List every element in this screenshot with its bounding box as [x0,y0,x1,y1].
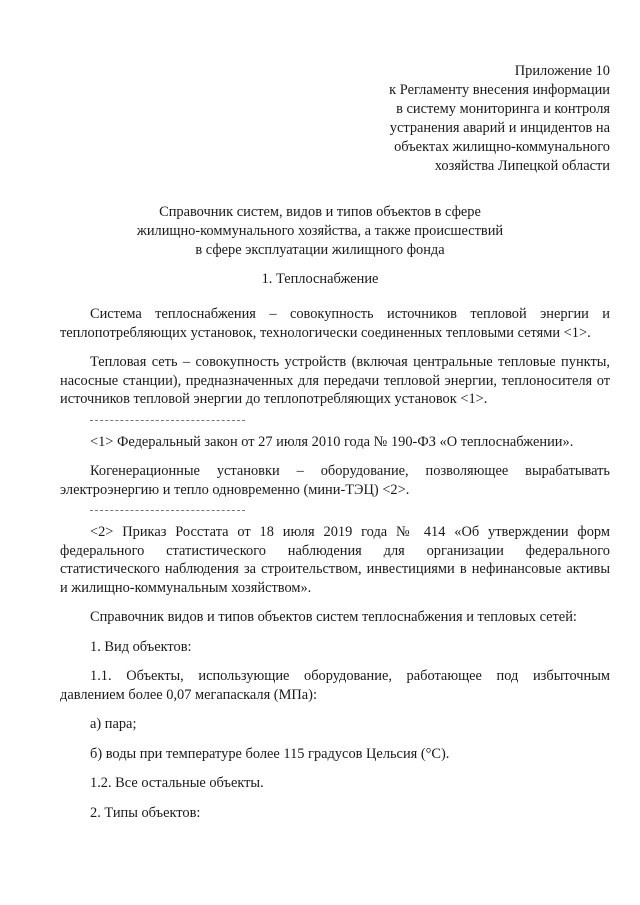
annex-line: в систему мониторинга и контроля [396,101,610,117]
title-line: жилищно-коммунального хозяйства, а также происшествий [136,223,504,239]
annex-line: объектах жилищно-коммунального [394,139,610,155]
paragraph-directory-intro: Справочник видов и типов объектов систем теплоснабжения и тепловых сетей: [90,609,577,625]
document-title [60,203,580,260]
title-line: в сфере эксплуатации жилищного фонда [195,242,445,258]
annex-line: к Регламенту внесения информации [389,82,610,98]
annex-header [389,62,610,176]
list-item-1-1: 1.1. Объекты, использующие оборудование, работающее под избыточным давлением более 0,07 мегапаскаля (МПа): [60,668,610,703]
section-heading: 1. Теплоснабжение [261,271,379,287]
list-item-b: б) воды при температуре более 115 градусов Цельсия (°С). [90,745,450,762]
footnote-separator [90,420,245,421]
paragraph-cogeneration: Когенерационные установки – оборудование, позволяющее вырабатывать электроэнергию и тепло одновременно (мини-ТЭЦ) <2>. [60,463,610,498]
annex-line: хозяйства Липецкой области [434,158,610,174]
paragraph-heat-supply-system: Система теплоснабжения – совокупность источников тепловой энергии и теплопотребляющих установок, технологически соединенных тепловыми сетями <1>. [60,306,610,341]
paragraph-heat-network: Тепловая сеть – совокупность устройств (включая центральные тепловые пункты, насосные станции), предназначенных для передачи тепловой энергии, теплоносителя от источников тепловой энергии до теплопотребляющих установок <1>. [60,354,610,407]
list-item-object-kind: 1. Вид объектов: [90,638,192,655]
list-item-1-2: 1.2. Все остальные объекты. [90,775,264,791]
footnote-2: <2> Приказ Росстата от 18 июля 2019 года № 414 «Об утверждении форм федерального статистического наблюдения для организации федерального статистического наблюдения за строительством, инвестициями в нефинансовые активы и жилищно-коммунальным хозяйством». [60,524,610,596]
document-body [60,305,610,833]
annex-line: устранения аварий и инцидентов на [389,120,610,136]
annex-number: Приложение 10 [514,63,610,79]
list-item-a: а) пара; [90,716,137,732]
list-item-object-types: 2. Типы объектов: [90,804,201,821]
footnote-separator [90,510,245,511]
footnote-1: <1> Федеральный закон от 27 июля 2010 года № 190-ФЗ «О теплоснабжении». [90,433,574,450]
title-line: Справочник систем, видов и типов объектов в сфере [159,204,481,220]
